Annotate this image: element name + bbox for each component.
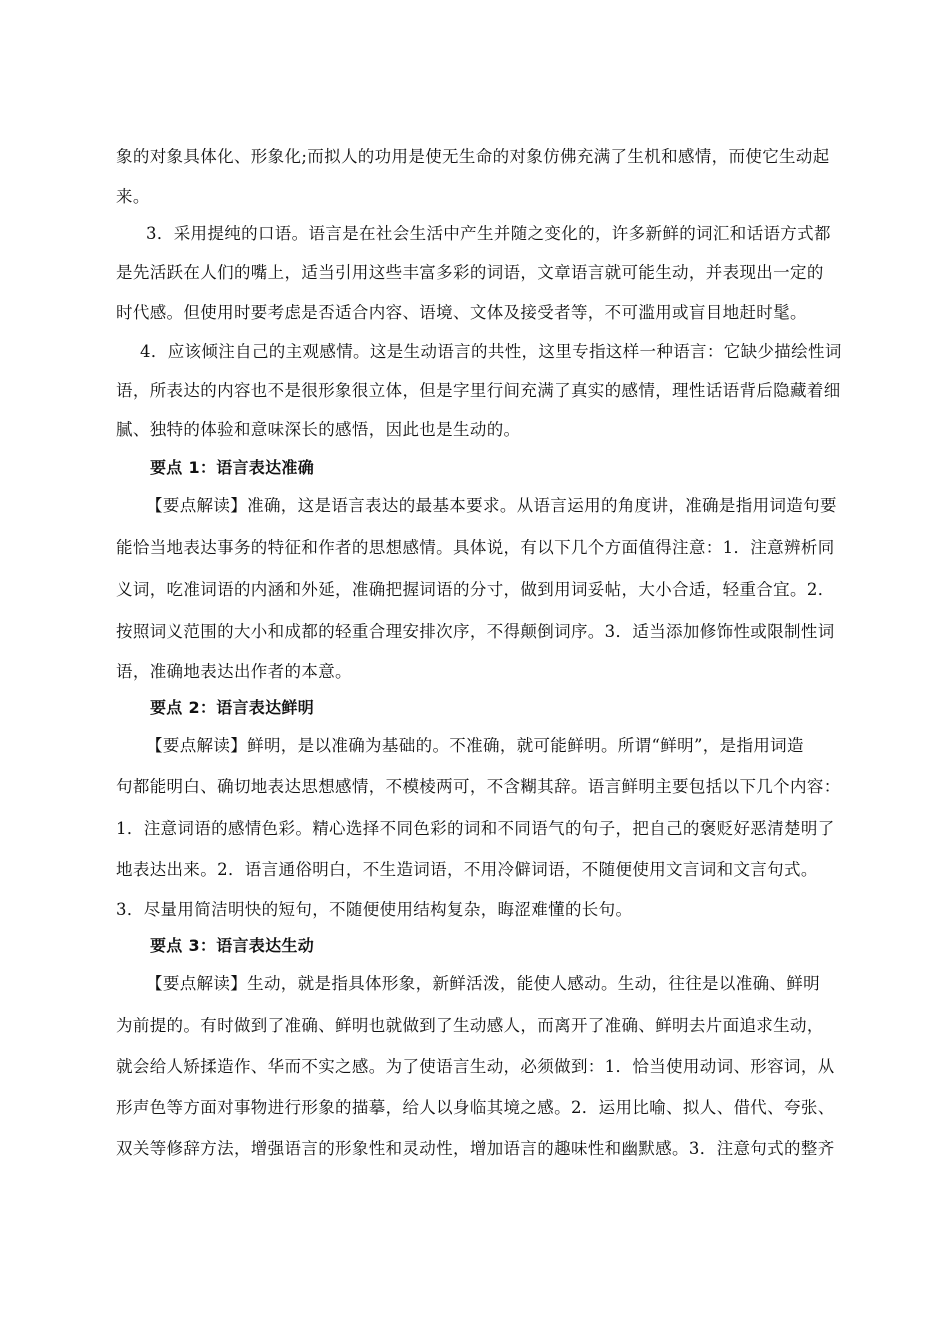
paragraph-line: 【要点解读】准确，这是语言表达的最基本要求。从语言运用的角度讲，准确是指用词造句要 — [146, 496, 837, 515]
paragraph-line: 3．尽量用简洁明快的短句，不随便使用结构复杂，晦涩难懂的长句。 — [116, 900, 633, 919]
section-heading: 要点 3：语言表达生动 — [150, 936, 315, 955]
paragraph-line: 【要点解读】生动，就是指具体形象，新鲜活泼，能使人感动。生动，往往是以准确、鲜明 — [146, 974, 820, 993]
paragraph-line: 为前提的。有时做到了准确、鲜明也就做到了生动感人，而离开了准确、鲜明去片面追求生动， — [116, 1016, 824, 1035]
paragraph-line: 义词，吃准词语的内涵和外延，准确把握词语的分寸，做到用词妥帖，大小合适，轻重合宜。2． — [116, 580, 835, 599]
paragraph-line: 语，准确地表达出作者的本意。 — [116, 662, 352, 681]
paragraph-line: 形声色等方面对事物进行形象的描摹，给人以身临其境之感。2．运用比喻、拟人、借代、夸张、 — [116, 1098, 835, 1117]
section-heading: 要点 1：语言表达准确 — [150, 458, 315, 477]
paragraph-line: 能恰当地表达事务的特征和作者的思想感情。具体说，有以下几个方面值得注意：1．注意辨析同 — [116, 538, 835, 557]
paragraph-line: 象的对象具体化、形象化;而拟人的功用是使无生命的对象仿佛充满了生机和感情，而使它生动起 — [116, 147, 830, 166]
paragraph-line: 【要点解读】鲜明，是以准确为基础的。不准确，就可能鲜明。所谓“鲜明”，是指用词造 — [146, 736, 804, 755]
paragraph-line: 句都能明白、确切地表达思想感情，不模棱两可，不含糊其辞。语言鲜明主要包括以下几个内容： — [116, 777, 841, 796]
paragraph-line: 地表达出来。2．语言通俗明白，不生造词语，不用冷僻词语，不随便使用文言词和文言句式。 — [116, 860, 818, 879]
paragraph-line: 4．应该倾注自己的主观感情。这是生动语言的共性，这里专指这样一种语言：它缺少描绘性词 — [140, 342, 842, 361]
paragraph-line: 按照词义范围的大小和成都的轻重合理安排次序，不得颠倒词序。3．适当添加修饰性或限制性词 — [116, 622, 835, 641]
paragraph-line: 语，所表达的内容也不是很形象很立体，但是字里行间充满了真实的感情，理性话语背后隐藏着细 — [116, 381, 841, 400]
paragraph-line: 是先活跃在人们的嘴上，适当引用这些丰富多彩的词语，文章语言就可能生动，并表现出一定的 — [116, 263, 824, 282]
paragraph-line: 3．采用提纯的口语。语言是在社会生活中产生并随之变化的，许多新鲜的词汇和话语方式都 — [146, 224, 831, 243]
paragraph-line: 1．注意词语的感情色彩。精心选择不同色彩的词和不同语气的句子，把自己的褒贬好恶清楚明了 — [116, 819, 835, 838]
paragraph-line: 来。 — [116, 187, 150, 206]
paragraph-line: 时代感。但使用时要考虑是否适合内容、语境、文体及接受者等，不可滥用或盲目地赶时髦。 — [116, 303, 807, 322]
paragraph-line: 腻、独特的体验和意味深长的感悟，因此也是生动的。 — [116, 420, 521, 439]
paragraph-line: 双关等修辞方法，增强语言的形象性和灵动性，增加语言的趣味性和幽默感。3．注意句式的整齐 — [116, 1139, 835, 1158]
section-heading: 要点 2：语言表达鲜明 — [150, 698, 315, 717]
paragraph-line: 就会给人矫揉造作、华而不实之感。为了使语言生动，必须做到：1．恰当使用动词、形容词，从 — [116, 1057, 835, 1076]
